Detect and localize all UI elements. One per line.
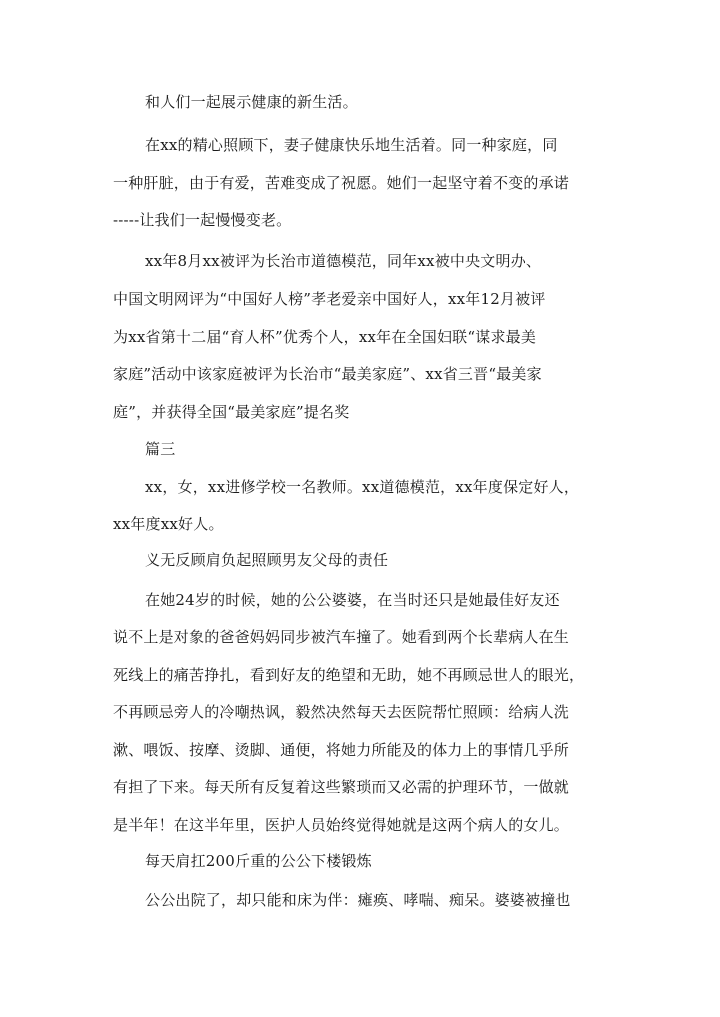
paragraph-line: 和人们一起展示健康的新生活。 <box>145 93 358 111</box>
paragraph-line: 死线上的痛苦挣扎，看到好友的绝望和无助，她不再顾忌世人的眼光， <box>113 666 585 684</box>
paragraph-line: 漱、喂饭、按摩、烫脚、通便，将她力所能及的体力上的事情几乎所 <box>113 741 570 759</box>
paragraph-line: 在xx的精心照顾下，妻子健康快乐地生活着。同一种家庭，同 <box>145 136 558 154</box>
subheading: 义无反顾肩负起照顾男友父母的责任 <box>145 551 389 569</box>
paragraph-line: 一种肝脏，由于有爱，苦难变成了祝愿。她们一起坚守着不变的承诺 <box>113 174 570 192</box>
paragraph-line: 为xx省第十二届“育人杯”优秀个人，xx年在全国妇联“谋求最美 <box>113 328 537 346</box>
paragraph-line: 在她24岁的时候，她的公公婆婆，在当时还只是她最佳好友还 <box>145 591 560 609</box>
paragraph-line: 是半年！在这半年里，医护人员始终觉得她就是这两个病人的女儿。 <box>113 816 570 834</box>
paragraph-line: 有担了下来。每天所有反复着这些繁琐而又必需的护理环节，一做就 <box>113 778 570 796</box>
subheading: 每天肩扛200斤重的公公下楼锻炼 <box>145 852 372 870</box>
paragraph-line: xx年8月xx被评为长治市道德模范，同年xx被中央文明办、 <box>145 252 542 270</box>
paragraph-line: 中国文明网评为“中国好人榜”孝老爱亲中国好人，xx年12月被评 <box>113 290 546 308</box>
paragraph-line: 家庭”活动中该家庭被评为长治市“最美家庭”、xx省三晋“最美家 <box>113 365 542 383</box>
paragraph-line: 不再顾忌旁人的冷嘲热讽，毅然决然每天去医院帮忙照顾：给病人洗 <box>113 703 570 721</box>
section-heading: 篇三 <box>145 440 176 458</box>
paragraph-line: xx，女，xx进修学校一名教师。xx道德模范，xx年度保定好人， <box>145 478 580 496</box>
paragraph-line: xx年度xx好人。 <box>113 515 224 533</box>
paragraph-line: -----让我们一起慢慢变老。 <box>113 211 292 229</box>
paragraph-line: 说不上是对象的爸爸妈妈同步被汽车撞了。她看到两个长辈病人在生 <box>113 628 570 646</box>
paragraph-line: 公公出院了，却只能和床为伴：瘫痪、哮喘、痴呆。婆婆被撞也 <box>145 891 571 909</box>
paragraph-line: 庭”，并获得全国“最美家庭”提名奖 <box>113 403 350 421</box>
